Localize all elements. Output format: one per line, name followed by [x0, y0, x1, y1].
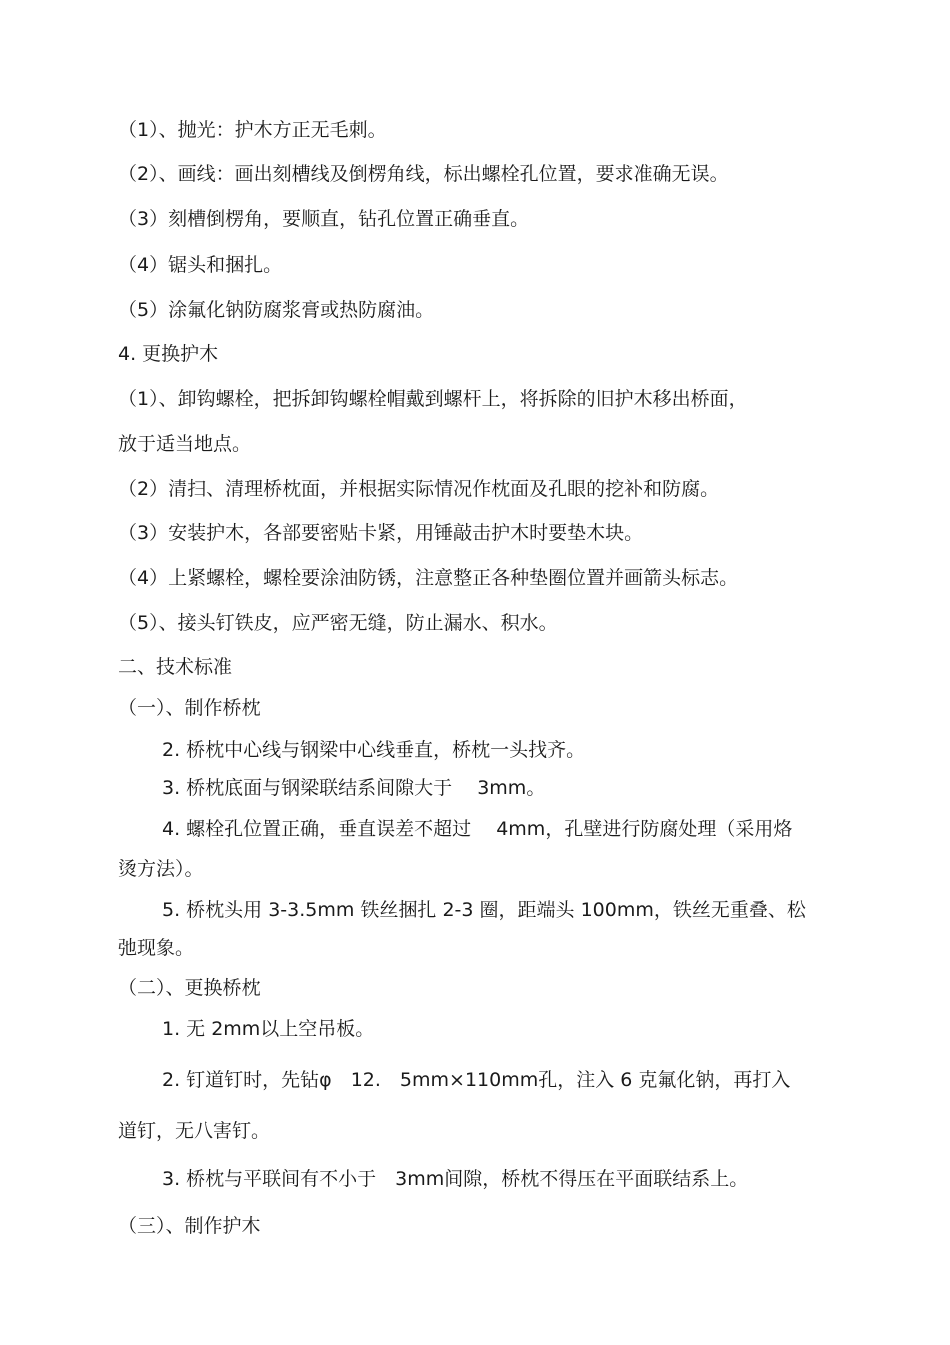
text-line: 5. 桥枕头用 3-3.5mm 铁丝捆扎 2-3 圈，距端头 100mm，铁丝无重叠、松: [162, 899, 806, 921]
text-line: （1）、卸钩螺栓，把拆卸钩螺栓帽戴到螺杆上，将拆除的旧护木移出桥面，: [118, 388, 748, 410]
text-line: 2. 桥枕中心线与钢梁中心线垂直，桥枕一头找齐。: [162, 739, 586, 761]
section-heading: 二、技术标准: [118, 656, 233, 678]
subsection-heading: （二）、更换桥枕: [118, 977, 261, 999]
text-line: （2）清扫、清理桥枕面，并根据实际情况作枕面及孔眼的挖补和防腐。: [118, 478, 720, 500]
text-line: （3）安装护木，各部要密贴卡紧，用锤敲击护木时要垫木块。: [118, 522, 644, 544]
text-line: 3. 桥枕与平联间有不小于 3mm间隙，桥枕不得压在平面联结系上。: [162, 1168, 749, 1190]
text-line: （1）、抛光：护木方正无毛刺。: [118, 119, 387, 141]
text-line: （5）、接头钉铁皮，应严密无缝，防止漏水、积水。: [118, 612, 558, 634]
subsection-heading: （三）、制作护木: [118, 1215, 261, 1237]
text-line: 2. 钉道钉时，先钻φ 12. 5mm×110mm孔，注入 6 克氟化钠，再打入: [162, 1069, 791, 1091]
text-line: 烫方法）。: [118, 858, 204, 880]
text-line: 1. 无 2mm以上空吊板。: [162, 1018, 375, 1040]
text-line: 放于适当地点。: [118, 433, 252, 455]
text-line: （5）涂氟化钠防腐浆膏或热防腐油。: [118, 299, 435, 321]
text-line: （4）锯头和捆扎。: [118, 254, 283, 276]
text-line: 4. 螺栓孔位置正确，垂直误差不超过 4mm，孔壁进行防腐处理（采用烙: [162, 818, 793, 840]
text-line: 3. 桥枕底面与钢梁联结系间隙大于 3mm。: [162, 777, 546, 799]
text-line: （3）刻槽倒楞角，要顺直，钻孔位置正确垂直。: [118, 208, 530, 230]
subsection-heading: （一）、制作桥枕: [118, 697, 261, 719]
text-line: （2）、画线：画出刻槽线及倒楞角线，标出螺栓孔位置，要求准确无误。: [118, 163, 729, 185]
text-line: （4）上紧螺栓，螺栓要涂油防锈，注意整正各种垫圈位置并画箭头标志。: [118, 567, 739, 589]
section-heading: 4. 更换护木: [118, 343, 219, 365]
text-line: 弛现象。: [118, 937, 195, 959]
text-line: 道钉，无八害钉。: [118, 1120, 271, 1142]
